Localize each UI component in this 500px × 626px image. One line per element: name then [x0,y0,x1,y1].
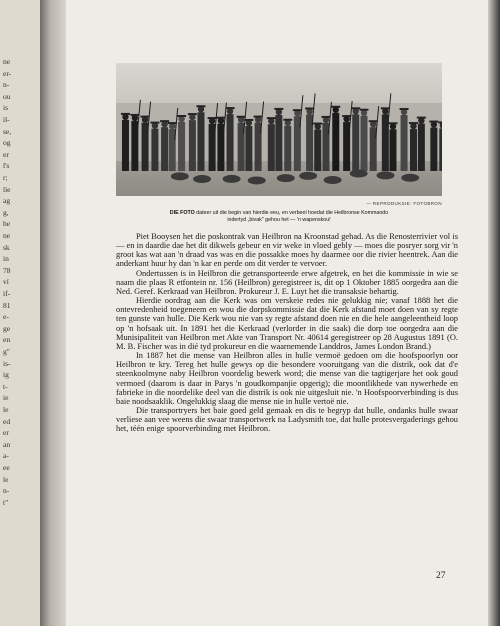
gutter-fragment: ví [3,277,9,287]
book-spine [40,0,66,626]
gutter-fragment: ge [3,323,11,333]
paragraph: Ondertussen is in Heilbron die getransporteerde erwe afgetrek, en het die kommissie in wie se naam die plaas R etfontein nr. 156 (Heilbron) geregistreer is, dit op 1 Oktober 1885 oorgedra aan die Ned. Geref. Kerkraad van Heilbron. Prokureur J. E. Luyt het die transaksie behartig. [116,268,458,296]
gutter-fragment: in [3,254,9,264]
paragraph: Hierdie oordrag aan die Kerk was om verskeie redes nie gelukkig nie; vanaf 1888 het die ontevredenheid toegeneem en wou die dorpskommissie dat die Kerk afstand moet doen van sy regte ten gunste van hulle. Die Kerk wou nie van sy regte afstand doen nie en die hele aangeleentheid loop op 'n hofsaak uit. In 1891 het die Kerkraad (verlorder in die saak) die dorp toe oorgedra aan die Munisipaliteit van Heilbron met Akte van Transport Nr. 40614 geregistreer op 28 Augustus 1891 (O. M. B. Fischer was in dié tyd prokureur en die waarnemende Landdros, James London Brand.) [116,296,458,351]
gutter-fragment: ie [3,393,9,403]
gutter-fragment: g, [3,207,9,217]
gutter-fragment: t" [3,497,9,507]
gutter-fragment: 78 [3,265,11,275]
gutter-fragment: og [3,138,11,148]
gutter-fragment: le [3,474,9,484]
page-number: 27 [436,571,446,581]
gutter-fragment: il- [3,115,10,124]
photo-credit: — REPRODUKSIE: FOTOBRON [366,201,442,206]
gutter-fragment: n- [3,80,10,90]
adjacent-page-edge [0,0,41,626]
gutter-fragment: ne [3,57,11,66]
paragraph: In 1887 het die mense van Heilbron alles in hulle vermoë gedoen om die hoofspoorlyn oor Heilbron te kry. Tereg het hulle gewys op die besondere vooruitgang van die distrik, ook dat d'e steenkoolmyne naby Heilbron voordelig bewerk word; die mense van die tagtigerjare het ook goud vermoed (daarom is daar in Parys 'n goudkompanjie opgerig); die moontlikhede van nywerhede en fabrieke in die noordelike deel van die distrik is ook nie uitgesluit nie. 'n Hoofspoorverbinding is dus baie noodsaaklik. Ongelukkig slaag die mense nie in hulle vertoë nie. [116,351,458,406]
book-page [66,0,488,626]
gutter-fragment: er- [3,68,12,78]
page-edge-shadow [488,0,500,626]
paragraph: Die transportryers het baie goed geld gemaak en dis te begryp dat hulle, ondanks hulle swaar verliese aan vee weens die swaar transportwerk na Ladysmith toe, dat hulle protesvergaderings gehou het, téén enige spoorverbinding met Heilbron. [116,405,458,434]
gutter-fragment: he [3,219,11,229]
caption-line-2: indertyd „bivak" gehou het — 'n wapenskou! [227,217,331,223]
paragraph: Piet Booysen het die poskontrak van Heilbron na Kroonstad gehad. As die Renosterrivier vol is — en in daardie dae het dit dikwels gebeur en vir weke in vloed gebly — moes die posryer sorg vir 'n groot kas wat aan 'n draad vas was en die possakke moes hy daarmee oor die rivier heentrek. Aan die anderkant huur hy dan 'n kar en perde om dit verder te vervoer. [116,232,458,269]
gutter-fragment: er [3,149,9,159]
gutter-fragment: t- [3,381,8,391]
gutter-fragment: lie [3,184,11,194]
historical-photo [116,63,442,196]
gutter-fragment: r; [3,173,8,182]
gutter-fragment: ee [3,463,10,472]
gutter-fragment: ag [3,196,11,206]
gutter-fragment: le [3,405,9,414]
gutter-fragment: is [3,103,9,113]
caption-lead: DIE FOTO [169,210,195,216]
gutter-fragment: sk [3,242,10,252]
gutter-fragment: er [3,428,9,438]
photo-caption [108,210,450,224]
gutter-fragment: l's [3,161,10,171]
gutter-fragment: ou [3,91,11,101]
gutter-fragment: ne [3,231,11,240]
gutter-fragment: en [3,335,11,345]
gutter-fragment: n- [3,486,10,496]
caption-line-1: dateer uit die begin van hierdie eeu, en verbeel hoedat die Heilbronse Kommando [194,210,389,216]
gutter-fragment: se, [3,126,12,136]
gutter-fragment: ig [3,370,9,380]
article-body [116,232,458,433]
gutter-fragment: e- [3,312,9,322]
commando-crowd-image [116,63,442,196]
gutter-fragment: is- [3,358,11,368]
gutter-fragment: g" [3,347,10,356]
gutter-fragment: if- [3,289,11,298]
gutter-fragment: 81 [3,300,11,310]
gutter-fragment: an [3,439,11,449]
gutter-fragment: ed [3,416,11,426]
gutter-fragment: a- [3,451,9,461]
